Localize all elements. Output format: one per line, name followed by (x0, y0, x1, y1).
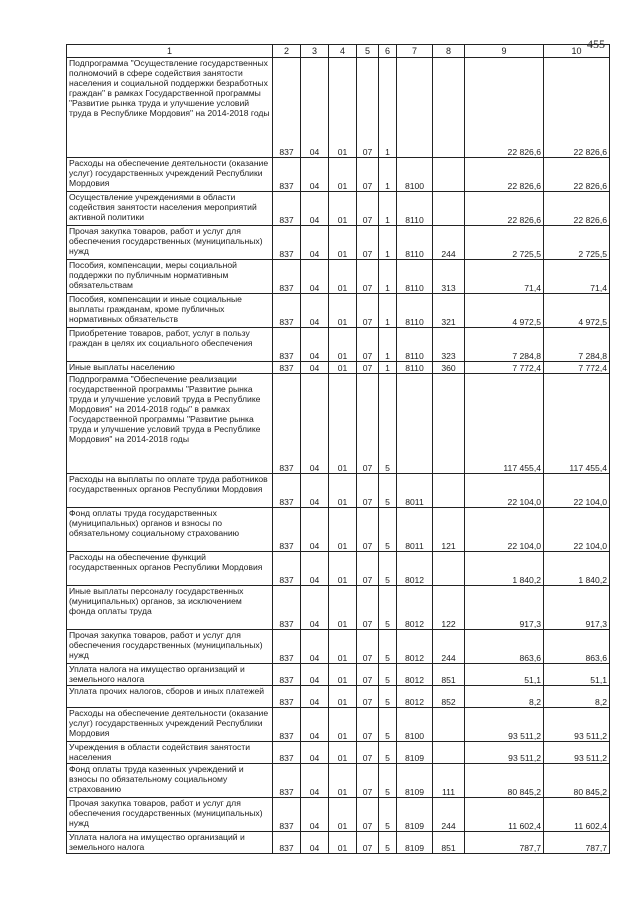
row-name-cell: Приобретение товаров, работ, услуг в пользу граждан в целях их социального обеспечения (67, 328, 273, 362)
row-name-cell: Осуществление учреждениями в области содействия занятости населения мероприятий активной политики (67, 192, 273, 226)
row-code-cell: 01 (329, 362, 357, 374)
row-code-cell (433, 708, 465, 742)
row-code-cell: 244 (433, 630, 465, 664)
table-row (67, 294, 610, 328)
row-code-cell: 837 (273, 226, 301, 260)
row-amount-cell: 93 511,2 (465, 742, 544, 764)
row-amount-cell: 8,2 (465, 686, 544, 708)
table-row (67, 708, 610, 742)
row-name-cell: Уплата налога на имущество организаций и земельного налога (67, 832, 273, 854)
column-header: 3 (301, 45, 329, 58)
row-name-cell: Расходы на выплаты по оплате труда работников государственных органов Республики Мордовия (67, 474, 273, 508)
row-code-cell: 04 (301, 474, 329, 508)
row-code-cell: 5 (379, 686, 397, 708)
table-row (67, 798, 610, 832)
table-row (67, 226, 610, 260)
row-code-cell: 04 (301, 260, 329, 294)
row-code-cell: 5 (379, 708, 397, 742)
row-code-cell: 01 (329, 58, 357, 158)
row-amount-cell: 22 826,6 (544, 192, 610, 226)
row-code-cell: 8012 (397, 664, 433, 686)
column-header: 8 (433, 45, 465, 58)
row-code-cell: 837 (273, 552, 301, 586)
table-row (67, 552, 610, 586)
row-code-cell: 5 (379, 552, 397, 586)
row-code-cell: 8110 (397, 294, 433, 328)
row-code-cell (397, 374, 433, 474)
row-code-cell: 837 (273, 328, 301, 362)
row-amount-cell: 80 845,2 (465, 764, 544, 798)
row-name-cell: Уплата налога на имущество организаций и земельного налога (67, 664, 273, 686)
row-code-cell: 04 (301, 764, 329, 798)
row-code-cell: 04 (301, 508, 329, 552)
row-name-cell: Фонд оплаты труда казенных учреждений и взносы по обязательному социальному страхованию (67, 764, 273, 798)
row-code-cell: 1 (379, 260, 397, 294)
row-code-cell: 8110 (397, 362, 433, 374)
row-code-cell: 837 (273, 798, 301, 832)
row-code-cell: 837 (273, 764, 301, 798)
row-code-cell: 360 (433, 362, 465, 374)
budget-table (66, 44, 610, 854)
row-code-cell: 837 (273, 508, 301, 552)
row-code-cell: 07 (357, 586, 379, 630)
row-code-cell: 5 (379, 764, 397, 798)
header-row (67, 45, 610, 58)
row-code-cell: 323 (433, 328, 465, 362)
row-amount-cell: 22 826,6 (465, 58, 544, 158)
row-name-cell: Учреждения в области содействия занятости населения (67, 742, 273, 764)
row-code-cell: 01 (329, 664, 357, 686)
row-code-cell: 8012 (397, 586, 433, 630)
row-code-cell: 1 (379, 362, 397, 374)
row-code-cell (433, 742, 465, 764)
row-amount-cell: 863,6 (544, 630, 610, 664)
row-code-cell: 07 (357, 58, 379, 158)
row-code-cell: 01 (329, 158, 357, 192)
row-code-cell: 07 (357, 374, 379, 474)
row-amount-cell: 7 284,8 (544, 328, 610, 362)
row-amount-cell: 917,3 (465, 586, 544, 630)
row-amount-cell: 2 725,5 (544, 226, 610, 260)
row-code-cell: 851 (433, 832, 465, 854)
row-code-cell: 5 (379, 508, 397, 552)
row-amount-cell: 51,1 (544, 664, 610, 686)
row-amount-cell: 7 772,4 (544, 362, 610, 374)
row-code-cell: 837 (273, 708, 301, 742)
row-code-cell: 01 (329, 474, 357, 508)
row-amount-cell: 11 602,4 (544, 798, 610, 832)
row-code-cell: 01 (329, 294, 357, 328)
row-code-cell: 837 (273, 158, 301, 192)
row-code-cell: 5 (379, 798, 397, 832)
row-name-cell: Подпрограмма "Обеспечение реализации государственной программы "Развитие рынка труда и улучшение условий труда в Республике Мордовия" на 2014-2018 годы" в рамках Государственной программы "Развитие рынка труда и улучшение условий труда в Республике Мордовия" на 2014-2018 годы (67, 374, 273, 474)
row-code-cell: 07 (357, 192, 379, 226)
row-code-cell: 837 (273, 832, 301, 854)
row-code-cell: 244 (433, 226, 465, 260)
row-code-cell (433, 552, 465, 586)
row-name-cell: Пособия, компенсации, меры социальной поддержки по публичным нормативным обязательствам (67, 260, 273, 294)
row-code-cell: 04 (301, 294, 329, 328)
row-code-cell: 837 (273, 474, 301, 508)
row-code-cell: 1 (379, 58, 397, 158)
row-code-cell: 01 (329, 508, 357, 552)
table-row (67, 192, 610, 226)
row-code-cell: 04 (301, 798, 329, 832)
row-amount-cell: 22 826,6 (465, 192, 544, 226)
row-amount-cell: 8,2 (544, 686, 610, 708)
table-row (67, 362, 610, 374)
row-code-cell: 04 (301, 630, 329, 664)
row-code-cell: 851 (433, 664, 465, 686)
row-code-cell: 5 (379, 630, 397, 664)
row-code-cell: 07 (357, 764, 379, 798)
row-code-cell: 8100 (397, 708, 433, 742)
row-amount-cell: 4 972,5 (544, 294, 610, 328)
row-amount-cell: 22 826,6 (544, 58, 610, 158)
row-code-cell: 07 (357, 226, 379, 260)
row-code-cell: 244 (433, 798, 465, 832)
row-name-cell: Уплата прочих налогов, сборов и иных платежей (67, 686, 273, 708)
row-code-cell: 5 (379, 586, 397, 630)
table-row (67, 764, 610, 798)
row-amount-cell: 93 511,2 (465, 708, 544, 742)
row-code-cell: 01 (329, 586, 357, 630)
row-name-cell: Подпрограмма "Осуществление государственных полномочий в сфере содействия занятости населения и социальной поддержки безработных граждан" в рамках Государственной программы "Развитие рынка труда и улучшение условий труда в Республике Мордовия" на 2014-2018 годы (67, 58, 273, 158)
row-code-cell: 121 (433, 508, 465, 552)
column-header: 5 (357, 45, 379, 58)
column-header: 6 (379, 45, 397, 58)
row-name-cell: Пособия, компенсации и иные социальные выплаты гражданам, кроме публичных нормативных обязательств (67, 294, 273, 328)
row-code-cell: 5 (379, 474, 397, 508)
row-code-cell: 04 (301, 686, 329, 708)
row-amount-cell: 117 455,4 (544, 374, 610, 474)
row-code-cell: 8110 (397, 192, 433, 226)
row-code-cell: 1 (379, 294, 397, 328)
row-code-cell: 04 (301, 832, 329, 854)
row-code-cell: 837 (273, 374, 301, 474)
row-code-cell (433, 58, 465, 158)
row-code-cell: 122 (433, 586, 465, 630)
row-code-cell: 837 (273, 362, 301, 374)
row-code-cell: 5 (379, 742, 397, 764)
row-code-cell: 01 (329, 630, 357, 664)
row-name-cell: Расходы на обеспечение деятельности (оказание услуг) государственных учреждений Республики Мордовия (67, 158, 273, 192)
row-amount-cell: 22 104,0 (465, 474, 544, 508)
row-code-cell: 07 (357, 552, 379, 586)
row-code-cell (433, 158, 465, 192)
row-amount-cell: 22 104,0 (544, 474, 610, 508)
row-code-cell: 01 (329, 328, 357, 362)
row-amount-cell: 2 725,5 (465, 226, 544, 260)
row-code-cell: 8012 (397, 552, 433, 586)
row-code-cell: 837 (273, 586, 301, 630)
row-amount-cell: 11 602,4 (465, 798, 544, 832)
table-row (67, 374, 610, 474)
table-row (67, 742, 610, 764)
row-code-cell: 837 (273, 294, 301, 328)
table-row (67, 664, 610, 686)
row-code-cell: 01 (329, 192, 357, 226)
row-amount-cell: 93 511,2 (544, 708, 610, 742)
row-code-cell: 04 (301, 192, 329, 226)
row-code-cell: 04 (301, 742, 329, 764)
row-amount-cell: 7 772,4 (465, 362, 544, 374)
row-code-cell: 5 (379, 832, 397, 854)
row-code-cell: 8110 (397, 328, 433, 362)
column-header: 1 (67, 45, 273, 58)
row-code-cell: 8012 (397, 630, 433, 664)
row-amount-cell: 787,7 (544, 832, 610, 854)
column-header: 10 (544, 45, 610, 58)
row-code-cell (433, 474, 465, 508)
row-amount-cell: 917,3 (544, 586, 610, 630)
row-code-cell: 04 (301, 362, 329, 374)
row-code-cell: 01 (329, 764, 357, 798)
table-row (67, 328, 610, 362)
row-code-cell: 04 (301, 552, 329, 586)
row-code-cell: 837 (273, 742, 301, 764)
row-amount-cell: 863,6 (465, 630, 544, 664)
row-code-cell: 1 (379, 158, 397, 192)
row-code-cell: 04 (301, 664, 329, 686)
row-code-cell: 837 (273, 192, 301, 226)
table-row (67, 474, 610, 508)
row-code-cell: 07 (357, 630, 379, 664)
row-code-cell: 07 (357, 742, 379, 764)
row-amount-cell: 80 845,2 (544, 764, 610, 798)
row-code-cell: 04 (301, 586, 329, 630)
row-code-cell: 01 (329, 260, 357, 294)
row-code-cell: 01 (329, 686, 357, 708)
row-code-cell: 04 (301, 374, 329, 474)
table-row (67, 832, 610, 854)
row-code-cell: 837 (273, 58, 301, 158)
row-code-cell: 01 (329, 742, 357, 764)
row-code-cell: 04 (301, 226, 329, 260)
row-code-cell (433, 374, 465, 474)
table-row (67, 586, 610, 630)
row-code-cell: 07 (357, 832, 379, 854)
table-row (67, 158, 610, 192)
row-code-cell: 04 (301, 708, 329, 742)
row-name-cell: Иные выплаты персоналу государственных (муниципальных) органов, за исключением фонда оплаты труда (67, 586, 273, 630)
row-code-cell: 01 (329, 832, 357, 854)
column-header: 7 (397, 45, 433, 58)
row-name-cell: Фонд оплаты труда государственных (муниципальных) органов и взносы по обязательному социальному страхованию (67, 508, 273, 552)
row-code-cell: 04 (301, 328, 329, 362)
row-amount-cell: 22 826,6 (465, 158, 544, 192)
column-header: 9 (465, 45, 544, 58)
row-code-cell: 8011 (397, 474, 433, 508)
row-code-cell: 04 (301, 58, 329, 158)
row-code-cell: 321 (433, 294, 465, 328)
row-amount-cell: 1 840,2 (544, 552, 610, 586)
row-amount-cell: 7 284,8 (465, 328, 544, 362)
row-code-cell: 07 (357, 158, 379, 192)
row-code-cell: 5 (379, 664, 397, 686)
table-row (67, 686, 610, 708)
row-code-cell: 8110 (397, 226, 433, 260)
row-code-cell: 8109 (397, 764, 433, 798)
table-row (67, 508, 610, 552)
row-code-cell: 07 (357, 686, 379, 708)
row-code-cell: 07 (357, 474, 379, 508)
table-row (67, 630, 610, 664)
row-code-cell: 1 (379, 226, 397, 260)
row-name-cell: Прочая закупка товаров, работ и услуг для обеспечения государственных (муниципальных) нужд (67, 630, 273, 664)
table-row (67, 58, 610, 158)
table-row (67, 260, 610, 294)
row-code-cell: 313 (433, 260, 465, 294)
row-code-cell: 07 (357, 260, 379, 294)
row-name-cell: Прочая закупка товаров, работ и услуг для обеспечения государственных (муниципальных) нужд (67, 798, 273, 832)
row-name-cell: Прочая закупка товаров, работ и услуг для обеспечения государственных (муниципальных) нужд (67, 226, 273, 260)
row-code-cell: 04 (301, 158, 329, 192)
row-code-cell: 1 (379, 192, 397, 226)
row-code-cell: 8011 (397, 508, 433, 552)
row-code-cell: 01 (329, 708, 357, 742)
row-amount-cell: 51,1 (465, 664, 544, 686)
row-code-cell: 01 (329, 374, 357, 474)
row-code-cell: 07 (357, 294, 379, 328)
row-amount-cell: 71,4 (465, 260, 544, 294)
row-code-cell: 8109 (397, 742, 433, 764)
row-code-cell: 837 (273, 630, 301, 664)
row-name-cell: Расходы на обеспечение функций государственных органов Республики Мордовия (67, 552, 273, 586)
row-amount-cell: 22 104,0 (465, 508, 544, 552)
row-code-cell: 8109 (397, 832, 433, 854)
row-code-cell: 07 (357, 708, 379, 742)
row-code-cell: 07 (357, 508, 379, 552)
row-amount-cell: 117 455,4 (465, 374, 544, 474)
row-code-cell (397, 58, 433, 158)
row-code-cell: 8012 (397, 686, 433, 708)
row-code-cell: 01 (329, 798, 357, 832)
row-code-cell: 07 (357, 328, 379, 362)
page-number: 455 (587, 37, 605, 51)
row-amount-cell: 93 511,2 (544, 742, 610, 764)
row-amount-cell: 787,7 (465, 832, 544, 854)
row-amount-cell: 71,4 (544, 260, 610, 294)
row-amount-cell: 22 826,6 (544, 158, 610, 192)
row-code-cell: 8110 (397, 260, 433, 294)
row-code-cell: 8109 (397, 798, 433, 832)
row-code-cell: 07 (357, 664, 379, 686)
column-header: 2 (273, 45, 301, 58)
row-code-cell: 1 (379, 328, 397, 362)
row-code-cell: 8100 (397, 158, 433, 192)
row-code-cell: 111 (433, 764, 465, 798)
row-code-cell: 01 (329, 552, 357, 586)
row-amount-cell: 4 972,5 (465, 294, 544, 328)
row-code-cell: 837 (273, 260, 301, 294)
row-code-cell: 852 (433, 686, 465, 708)
row-name-cell: Расходы на обеспечение деятельности (оказание услуг) государственных учреждений Республики Мордовия (67, 708, 273, 742)
row-code-cell: 837 (273, 686, 301, 708)
row-code-cell: 5 (379, 374, 397, 474)
row-code-cell: 07 (357, 362, 379, 374)
row-name-cell: Иные выплаты населению (67, 362, 273, 374)
row-code-cell: 07 (357, 798, 379, 832)
row-code-cell: 837 (273, 664, 301, 686)
row-amount-cell: 22 104,0 (544, 508, 610, 552)
row-code-cell: 01 (329, 226, 357, 260)
row-amount-cell: 1 840,2 (465, 552, 544, 586)
row-code-cell (433, 192, 465, 226)
column-header: 4 (329, 45, 357, 58)
